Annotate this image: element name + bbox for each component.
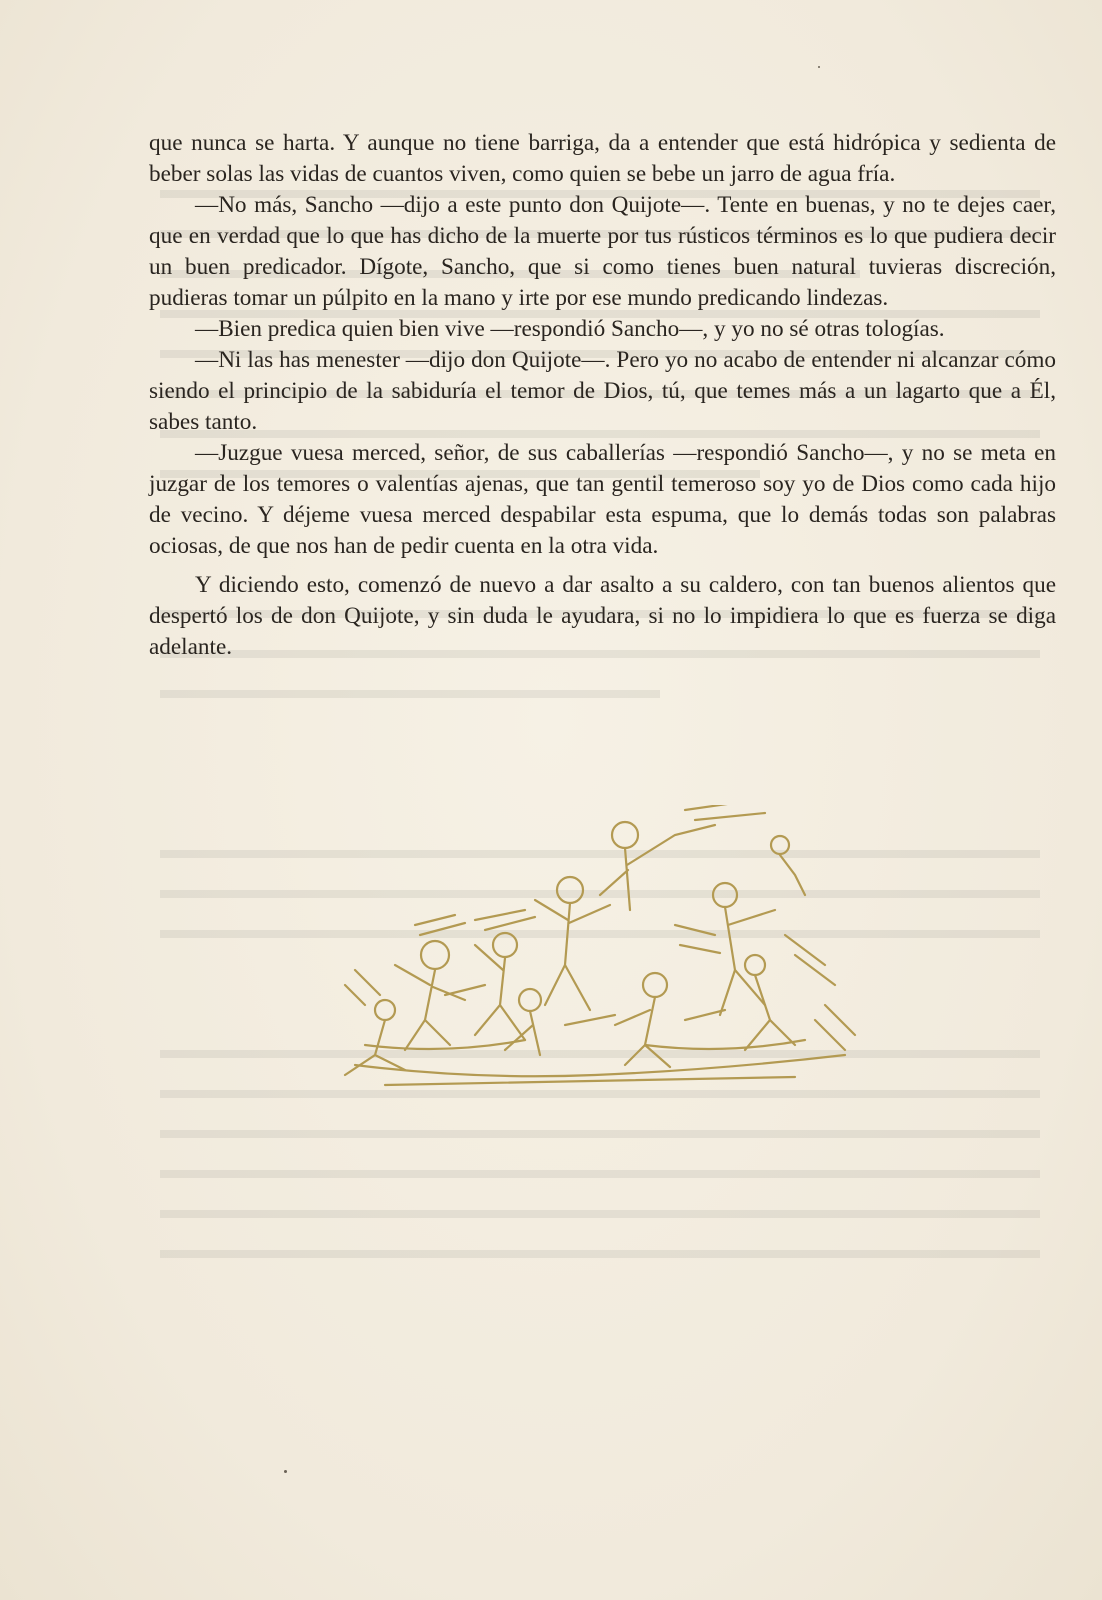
paragraph-2: —No más, Sancho —dijo a este punto don Quijote—. Tente en buenas, y no te dejes caer, que en verdad que lo que has dicho de la muerte por tus rústicos términos es lo que pudiera decir un buen predicador. Dígote, Sancho, que si como tienes buen natural tuvieras discreción, pudieras tomar un púlpito en la mano y irte por ese mundo predicando lindezas.: [149, 192, 1056, 311]
paragraph-4: —Ni las has menester —dijo don Quijote—. Pero yo no acabo de entender ni alcanzar cómo siendo el principio de la sabiduría el temor de Dios, tú, que temes más a un lagarto que a Él, sabes tanto.: [149, 347, 1056, 435]
paragraph-5: —Juzgue vuesa merced, señor, de sus caballerías —respondió Sancho—, y no se meta en juzgar de los temores o valentías ajenas, que tan gentil temeroso soy yo de Dios como cada hijo de vecino. Y déjeme vuesa merced despabilar esta espuma, que lo demás todas son palabras ociosas, de que nos han de pedir cuenta en la otra vida.: [149, 440, 1056, 559]
paragraph-3: —Bien predica quien bien vive —respondió Sancho—, y yo no sé otras tologías.: [195, 316, 945, 342]
body-text: [149, 128, 1056, 663]
paragraph-6: Y diciendo esto, comenzó de nuevo a dar asalto a su caldero, con tan buenos alientos que despertó los de don Quijote, y sin duda le ayudara, si no lo impidiera lo que es fuerza se diga adelante.: [149, 572, 1056, 660]
paragraph-1: que nunca se harta. Y aunque no tiene barriga, da a entender que está hidrópica y sedienta de beber solas las vidas de cuantos viven, como quien se bebe un jarro de agua fría.: [149, 130, 1056, 187]
page-speck: [284, 1470, 287, 1473]
gold-sketch-illustration-icon: [325, 805, 870, 1110]
page-speck: [818, 66, 820, 68]
